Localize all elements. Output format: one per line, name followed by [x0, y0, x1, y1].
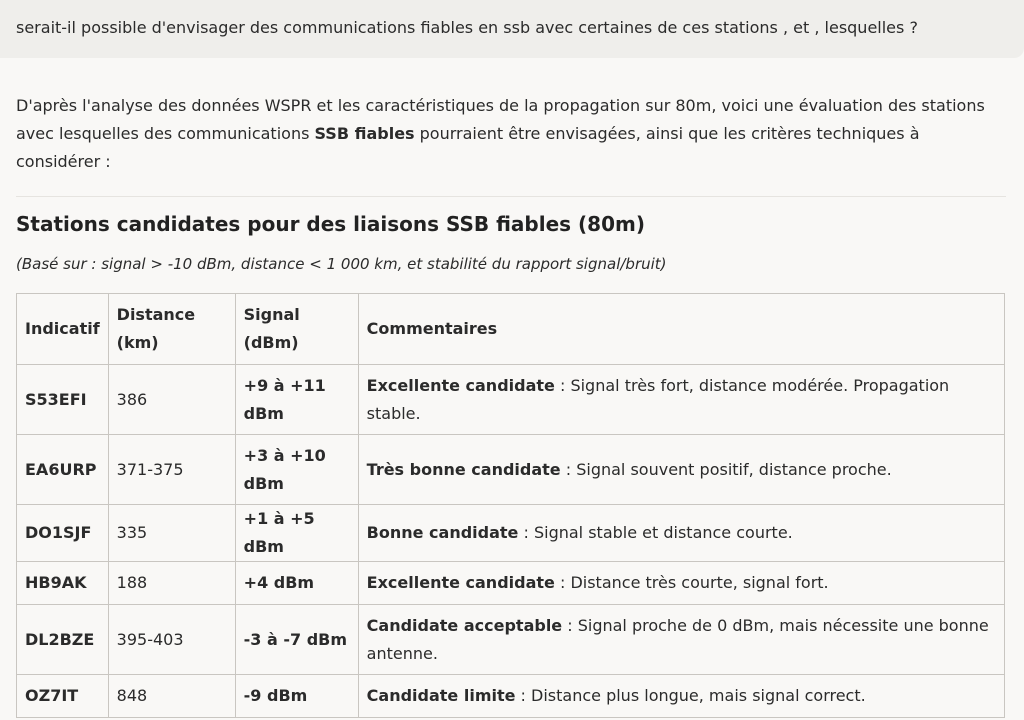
table-row — [17, 435, 1005, 505]
user-message-bubble — [0, 0, 1024, 58]
comment-label: Très bonne candidate — [366, 459, 561, 479]
cell-call: S53EFI — [17, 365, 109, 435]
intro-bold: SSB fiables — [314, 124, 415, 143]
cell-comment — [358, 562, 1004, 605]
cell-distance: 848 — [108, 675, 235, 718]
cell-comment — [358, 365, 1004, 435]
answer-intro — [16, 92, 1006, 176]
cell-signal: +1 à +5 dBm — [235, 505, 358, 562]
comment-text: : Signal souvent positif, distance proche. — [560, 459, 892, 479]
table-header-row — [17, 294, 1005, 365]
cell-signal: +3 à +10 dBm — [235, 435, 358, 505]
comment-label: Bonne candidate — [366, 523, 519, 542]
section-divider — [16, 196, 1006, 197]
cell-call: DO1SJF — [17, 505, 109, 562]
cell-comment — [358, 505, 1004, 562]
cell-comment — [358, 435, 1004, 505]
cell-signal: +9 à +11 dBm — [235, 365, 358, 435]
cell-distance: 371-375 — [108, 435, 235, 505]
cell-signal: -9 dBm — [235, 675, 358, 718]
comment-text: : Signal proche de 0 dBm, mais nécessite une bonne antenne. — [366, 615, 989, 663]
table-row — [17, 562, 1005, 605]
intro-text-1: D'après l'analyse des données WSPR et les caractéristiques de la propagation sur 80m, voici une évaluation des stations avec lesquelles des communications — [16, 96, 985, 143]
cell-distance: 386 — [108, 365, 235, 435]
header-distance: Distance (km) — [108, 294, 235, 365]
table-row — [17, 675, 1005, 718]
cell-distance: 335 — [108, 505, 235, 562]
comment-text: : Distance très courte, signal fort. — [554, 573, 829, 592]
cell-signal: +4 dBm — [235, 562, 358, 605]
section-title: Stations candidates pour des liaisons SSB fiables (80m) — [16, 212, 645, 236]
comment-text: : Signal stable et distance courte. — [518, 523, 793, 542]
intro-text-2: pourraient être envisagées, ainsi que les critères techniques à considérer : — [16, 124, 920, 171]
cell-distance: 188 — [108, 562, 235, 605]
cell-comment — [358, 605, 1004, 675]
comment-text: : Signal très fort, distance modérée. Propagation stable. — [366, 375, 950, 423]
cell-call: OZ7IT — [17, 675, 109, 718]
cell-call: HB9AK — [17, 562, 109, 605]
comment-label: Candidate acceptable — [366, 615, 563, 635]
stations-table — [16, 293, 1005, 718]
cell-signal: -3 à -7 dBm — [235, 605, 358, 675]
comment-label: Excellente candidate — [366, 573, 555, 592]
assistant-answer — [16, 92, 1006, 705]
cell-distance: 395-403 — [108, 605, 235, 675]
table-row — [17, 505, 1005, 562]
header-signal: Signal (dBm) — [235, 294, 358, 365]
header-commentaires: Commentaires — [358, 294, 1004, 365]
section-subtitle: (Basé sur : signal > -10 dBm, distance < 1 000 km, et stabilité du rapport signal/bruit) — [16, 255, 667, 273]
comment-text: : Distance plus longue, mais signal correct. — [515, 686, 866, 705]
cell-call: EA6URP — [17, 435, 109, 505]
table-row — [17, 605, 1005, 675]
table-row — [17, 365, 1005, 435]
user-message-text: serait-il possible d'envisager des communications fiables en ssb avec certaines de ces stations , et , lesquelles ? — [16, 18, 918, 37]
comment-label: Excellente candidate — [366, 375, 555, 395]
comment-label: Candidate limite — [366, 686, 516, 705]
cell-comment — [358, 675, 1004, 718]
header-indicatif: Indicatif — [17, 294, 109, 365]
cell-call: DL2BZE — [17, 605, 109, 675]
